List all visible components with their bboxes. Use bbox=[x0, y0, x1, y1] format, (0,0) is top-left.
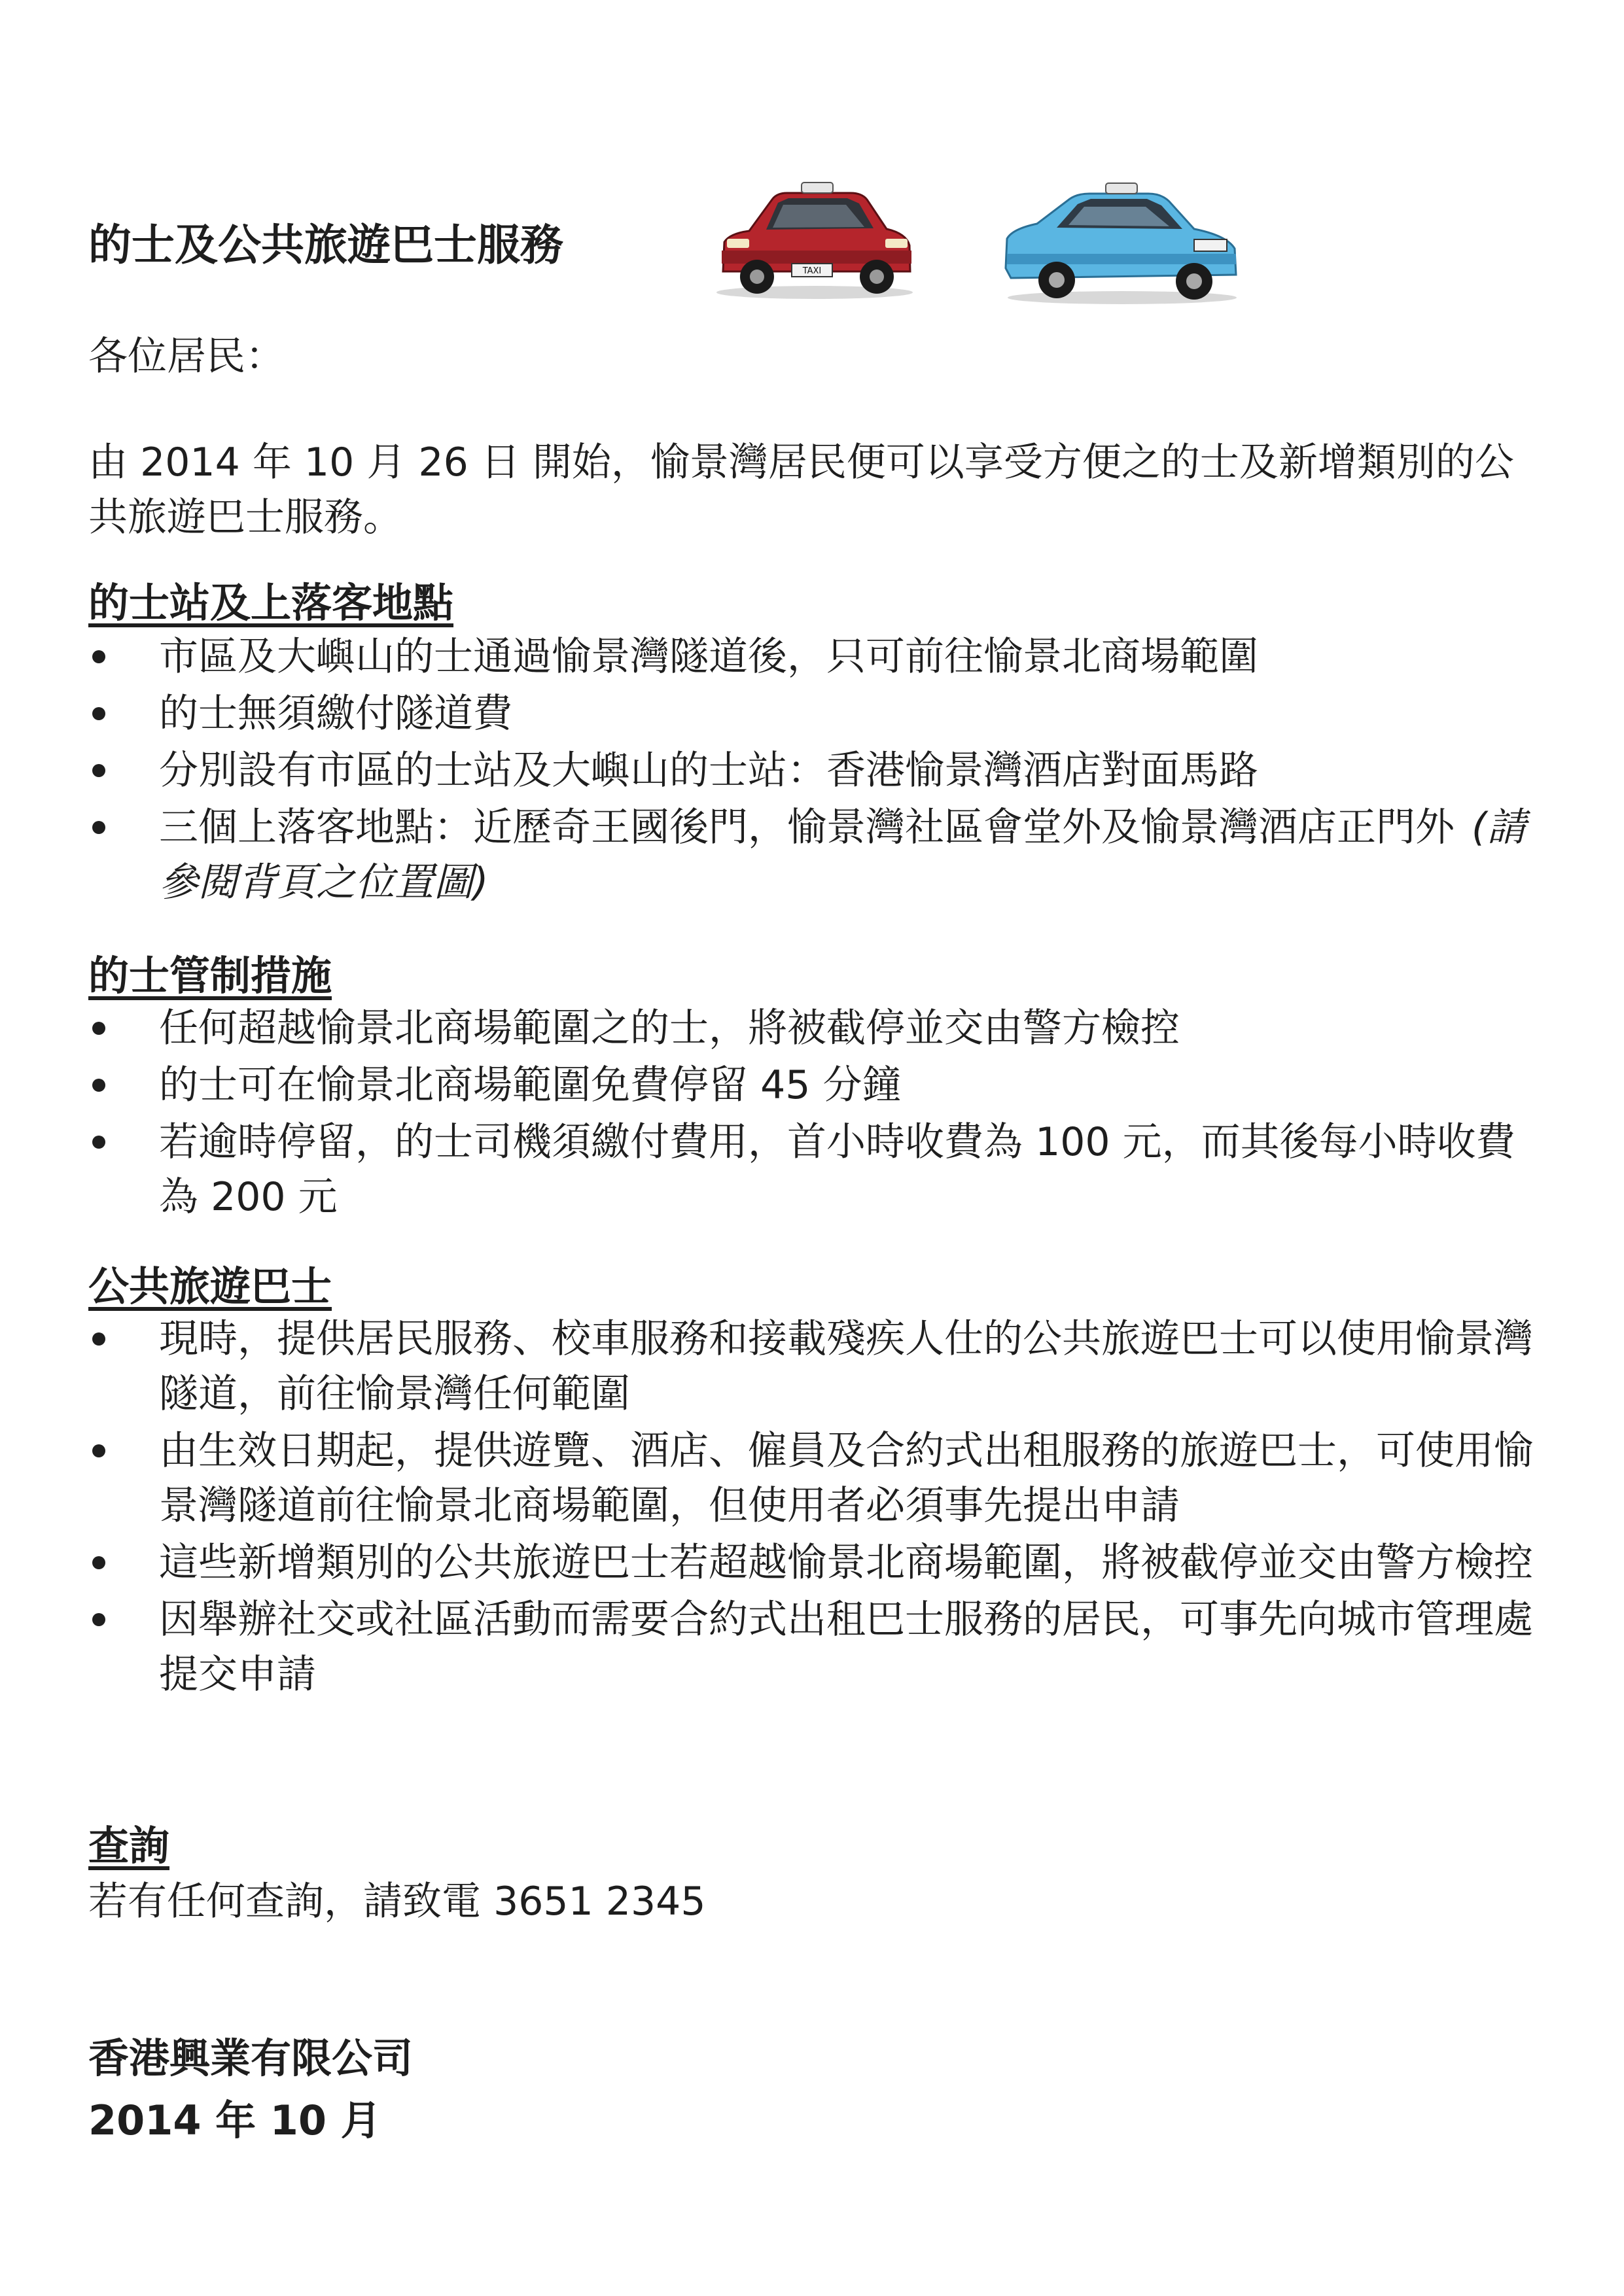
intro-paragraph: 由 2014 年 10 月 26 日 開始，愉景灣居民便可以享受方便之的士及新增類別的公共旅遊巴士服務。 bbox=[88, 440, 1514, 540]
company-name: 香港興業有限公司 bbox=[88, 2034, 414, 2082]
issue-date: 2014 年 10 月 bbox=[88, 2096, 381, 2144]
section-heading-enquiry: 查詢 bbox=[88, 1822, 170, 1870]
tour-bus-list bbox=[88, 1312, 1547, 1704]
section-heading-tour-bus: 公共旅遊巴士 bbox=[88, 1262, 332, 1310]
list-item: 若逾時停留，的士司機須繳付費用，首小時收費為 100 元，而其後每小時收費為 200 元 bbox=[88, 1115, 1547, 1225]
section-heading-taxi-control: 的士管制措施 bbox=[88, 952, 332, 1000]
list-item: 由生效日期起，提供遊覽、酒店、僱員及合約式出租服務的旅遊巴士，可使用愉景灣隧道前往愉景北商場範圍，但使用者必須事先提出申請 bbox=[88, 1423, 1547, 1533]
list-item: 因舉辦社交或社區活動而需要合約式出租巴士服務的居民，可事先向城市管理處提交申請 bbox=[88, 1592, 1547, 1702]
blue-taxi-icon bbox=[998, 177, 1246, 307]
list-item: 三個上落客地點：近歷奇王國後門，愉景灣社區會堂外及愉景灣酒店正門外 (請參閱背頁之位置圖) bbox=[88, 800, 1547, 910]
taxi-plate-label: TAXI bbox=[802, 266, 822, 276]
taxi-stands-list bbox=[88, 629, 1547, 912]
list-item: 的士無須繳付隧道費 bbox=[88, 686, 1547, 741]
taxi-control-list bbox=[88, 1001, 1547, 1226]
section-heading-taxi-stands: 的士站及上落客地點 bbox=[88, 579, 454, 627]
list-item: 這些新增類別的公共旅遊巴士若超越愉景北商場範圍，將被截停並交由警方檢控 bbox=[88, 1535, 1547, 1590]
list-item: 市區及大嶼山的士通過愉景灣隧道後，只可前往愉景北商場範圍 bbox=[88, 629, 1547, 684]
list-item: 分別設有市區的士站及大嶼山的士站：香港愉景灣酒店對面馬路 bbox=[88, 743, 1547, 798]
enquiry-phone-text: 若有任何查詢，請致電 3651 2345 bbox=[88, 1879, 706, 1924]
list-item: 的士可在愉景北商場範圍免費停留 45 分鐘 bbox=[88, 1058, 1547, 1113]
red-taxi-icon bbox=[710, 173, 919, 304]
map-reference-note: (請參閱背頁之位置圖) bbox=[159, 805, 1527, 905]
list-item: 任何超越愉景北商場範圍之的士，將被截停並交由警方檢控 bbox=[88, 1001, 1547, 1056]
page-title: 的士及公共旅遊巴士服務 bbox=[88, 220, 563, 270]
greeting: 各位居民： bbox=[88, 334, 285, 379]
list-item: 現時，提供居民服務、校車服務和接載殘疾人仕的公共旅遊巴士可以使用愉景灣隧道，前往愉景灣任何範圍 bbox=[88, 1312, 1547, 1421]
